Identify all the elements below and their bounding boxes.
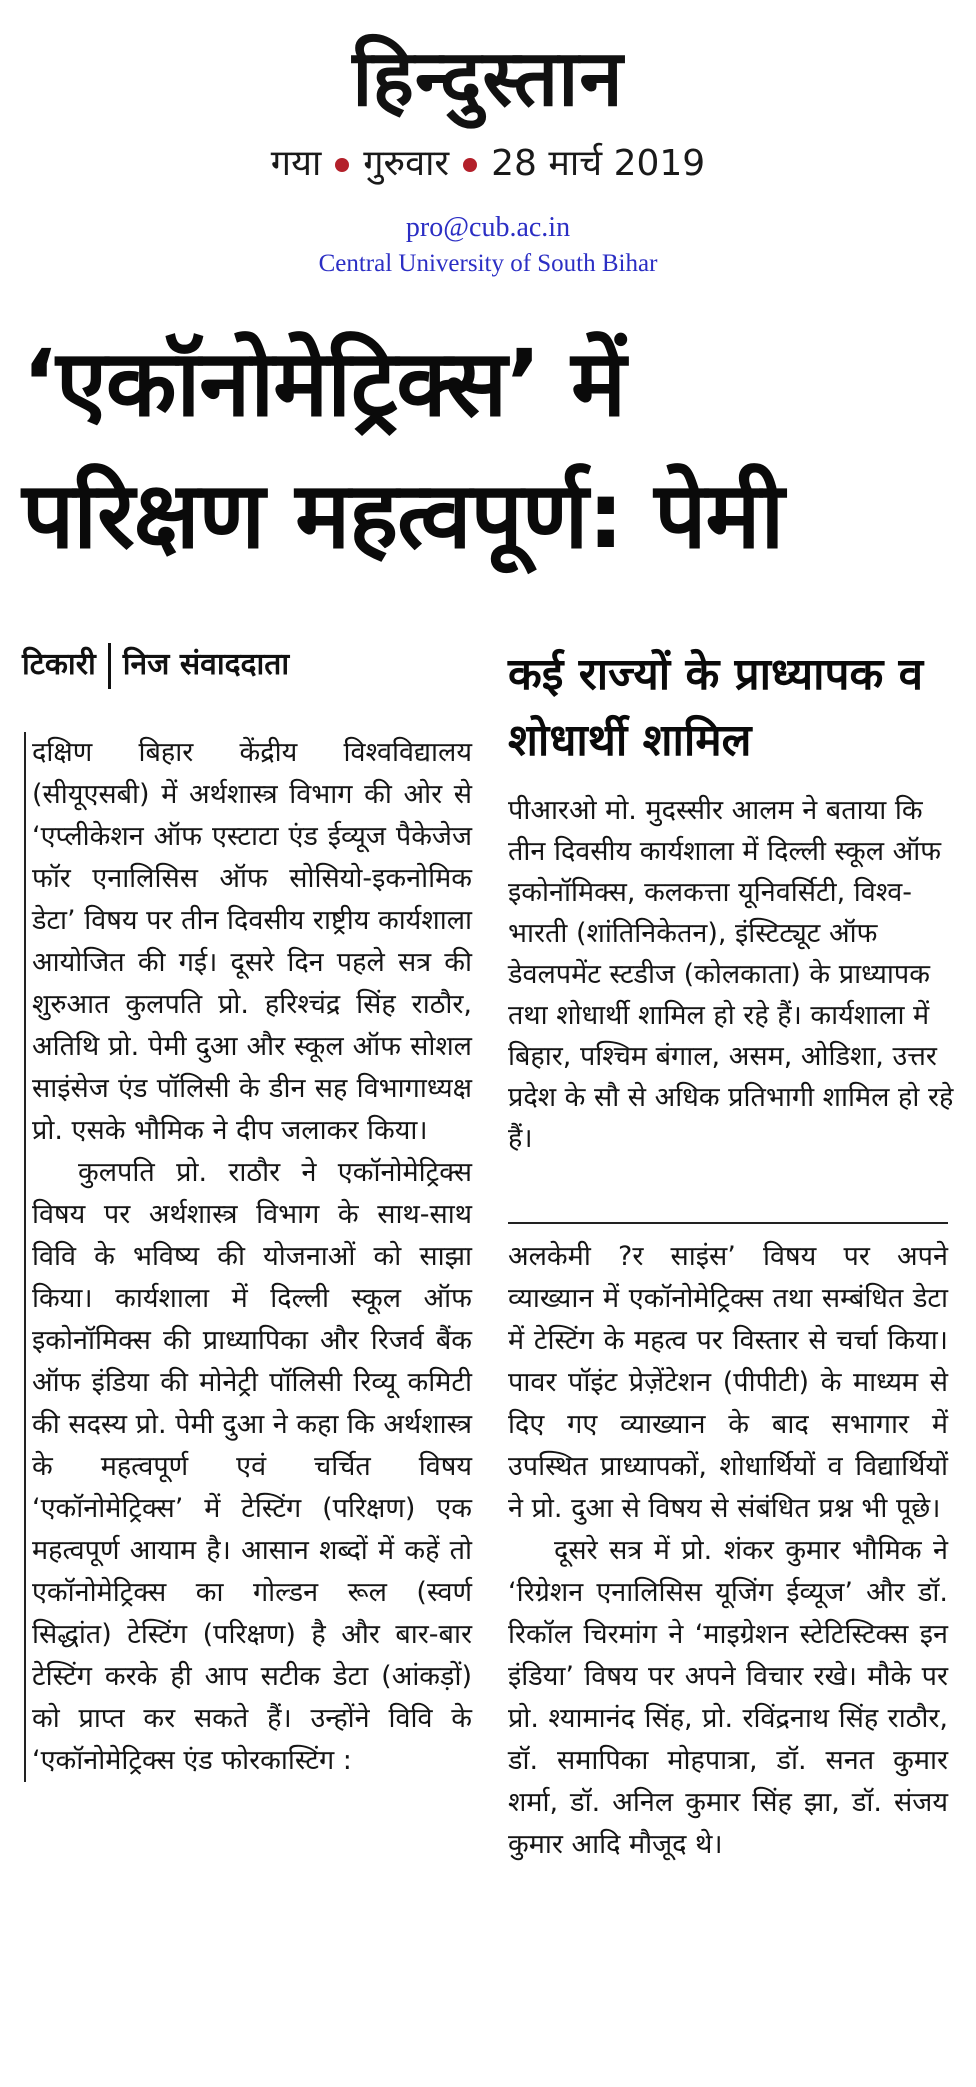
box-text <box>508 790 958 1159</box>
newspaper-name: हिन्दुस्तान <box>352 33 624 124</box>
article-right-column <box>508 1236 948 1866</box>
left-paragraph-1: दक्षिण बिहार केंद्रीय विश्वविद्यालय (सीयूएसबी) में अर्थशास्त्र विभाग की ओर से ‘एप्लीकेशन ऑफ एस्टाटा एंड ईव्यूज पैकेजेज फॉर एनालिसिस ऑफ सोसियो-इकनोमिक डेटा’ विषय पर तीन दिवसीय राष्ट्रीय कार्यशाला आयोजित की गई। दूसरे दिन पहले सत्र की शुरुआत कुलपति प्रो. हरिश्चंद्र सिंह राठौर, अतिथि प्रो. पेमी दुआ और स्कूल ऑफ सोशल साइंसेज एंड पॉलिसी के डीन सह विभागाध्यक्ष प्रो. एसके भौमिक ने दीप जलाकर किया। <box>32 737 472 1146</box>
contact-email: pro@cub.ac.in <box>405 212 571 243</box>
right-paragraph-2: दूसरे सत्र में प्रो. शंकर कुमार भौमिक ने ‘रिग्रेशन एनालिसिस यूजिंग ईव्यूज’ और डॉ. रिकॉल चिरमांग ने ‘माइग्रेशन स्टेटिस्टिक्स इन इंडिया’ विषय पर अपने विचार रखे। मौके पर प्रो. श्यामानंद सिंह, प्रो. रविंद्रनाथ सिंह राठौर, डॉ. समापिका मोहपात्रा, डॉ. सनत कुमार शर्मा, डॉ. अनिल कुमार सिंह झा, डॉ. संजय कुमार आदि मौजूद थे। <box>508 1535 948 1860</box>
bullet-dot-icon <box>463 158 477 172</box>
dateline-date: 28 मार्च 2019 <box>491 143 706 184</box>
box-subheading: कई राज्यों के प्राध्यापक व शोधार्थी शामिल <box>508 649 924 766</box>
article-left-column <box>24 732 472 1782</box>
left-paragraph-2: कुलपति प्रो. राठौर ने एकॉनोमेट्रिक्स विषय पर अर्थशास्त्र विभाग के साथ-साथ विवि के भविष्य की योजनाओं को साझा किया। कार्यशाला में दिल्ली स्कूल ऑफ इकोनॉमिक्स की प्राध्यापिका और रिजर्व बैंक ऑफ इंडिया की मोनेट्री पॉलिसी रिव्यू कमिटी की सदस्य प्रो. पेमी दुआ ने कहा कि अर्थशास्त्र के महत्वपूर्ण एवं चर्चित विषय ‘एकॉनोमेट्रिक्स’ में टेस्टिंग (परिक्षण) एक महत्वपूर्ण आयाम है। आसान शब्दों में कहें तो एकॉनोमेट्रिक्स का गोल्डन रूल (स्वर्ण सिद्धांत) टेस्टिंग (परिक्षण) है और बार-बार टेस्टिंग करके ही आप सटीक डेटा (आंकड़ों) को प्राप्त कर सकते हैं। उन्होंने विवि के ‘एकॉनोमेट्रिक्स एंड फोरकास्टिंग : <box>32 1157 472 1776</box>
box-paragraph: पीआरओ मो. मुदस्सीर आलम ने बताया कि तीन दिवसीय कार्यशाला में दिल्ली स्कूल ऑफ इकोनॉमिक्स, कलकत्ता यूनिवर्सिटी, विश्व-भारती (शांतिनिकेतन), इंस्टिट्यूट ऑफ डेवलपमेंट स्टडीज (कोलकाता) के प्राध्यापक तथा शोधार्थी शामिल हो रहे हैं। कार्यशाला में बिहार, पश्चिम बंगाल, असम, ओडिशा, उत्तर प्रदेश के सौ से अधिक प्रतिभागी शामिल हो रहे हैं। <box>508 795 954 1154</box>
dateline <box>0 140 976 188</box>
right-paragraph-1: अलकेमी ?र साइंस’ विषय पर अपने व्याख्यान में एकॉनोमेट्रिक्स तथा सम्बंधित डेटा में टेस्टिंग के महत्व पर विस्तार से चर्चा किया। पावर पॉइंट प्रेज़ेंटेशन (पीपीटी) के माध्यम से दिए गए व्याख्यान के बाद सभागार में उपस्थित प्राध्यापकों, शोधार्थियों व विद्यार्थियों ने प्रो. दुआ से विषय से संबंधित प्रश्न भी पूछे। <box>508 1241 948 1524</box>
column-divider <box>508 1222 948 1224</box>
masthead <box>0 33 976 124</box>
article-headline <box>22 318 962 582</box>
byline-place: टिकारी <box>22 647 96 682</box>
dateline-city: गया <box>270 143 322 184</box>
byline-separator <box>108 643 111 689</box>
bullet-dot-icon <box>335 158 349 172</box>
dateline-day: गुरुवार <box>363 143 450 184</box>
byline <box>22 640 289 690</box>
university-name: Central University of South Bihar <box>318 250 658 277</box>
byline-reporter: निज संवाददाता <box>122 647 290 682</box>
headline-line-1: ‘एकॉनोमेट्रिक्स’ में <box>22 330 626 437</box>
headline-line-2: परिक्षण महत्वपूर्ण: पेमी <box>22 462 784 569</box>
